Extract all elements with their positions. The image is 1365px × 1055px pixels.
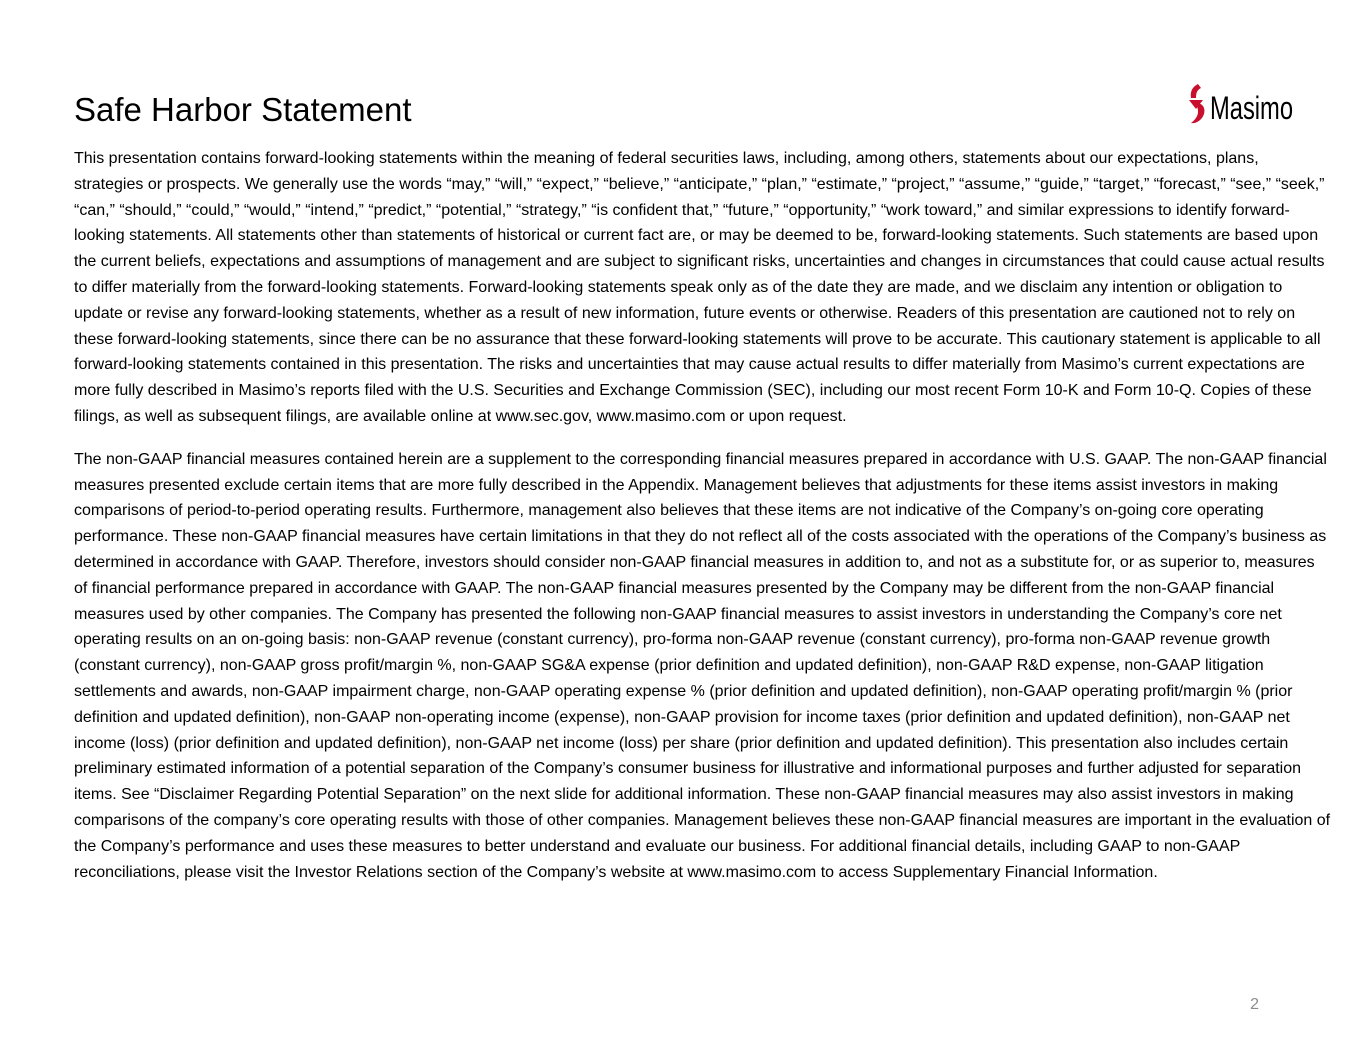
masimo-logo [1186,78,1296,128]
safe-harbor-body [74,146,1332,885]
masimo-logo-wordmark: Masimo [1210,90,1293,126]
page-number: 2 [1250,996,1259,1013]
forward-looking-paragraph: This presentation contains forward-looking statements within the meaning of federal securities laws, including, among others, statements about our expectations, plans, strategies or prospects. We generally use the words “may,” “will,” “expect,” “believe,” “anticipate,” “plan,” “estimate,” “project,” “assume,” “guide,” “target,” “forecast,” “see,” “seek,” “can,” “should,” “could,” “would,” “intend,” “predict,” “potential,” “strategy,” “is confident that,” “future,” “opportunity,” “work toward,” and similar expressions to identify forward-looking statements. All statements other than statements of historical or current fact are, or may be deemed to be, forward-looking statements. Such statements are based upon the current beliefs, expectations and assumptions of management and are subject to significant risks, uncertainties and changes in circumstances that could cause actual results to differ materially from the forward-looking statements. Forward-looking statements speak only as of the date they are made, and we disclaim any intention or obligation to update or revise any forward-looking statements, whether as a result of new information, future events or otherwise. Readers of this presentation are cautioned not to rely on these forward-looking statements, since there can be no assurance that these forward-looking statements will prove to be accurate. This cautionary statement is applicable to all forward-looking statements contained in this presentation. The risks and uncertainties that may cause actual results to differ materially from Masimo’s current expectations are more fully described in Masimo’s reports filed with the U.S. Securities and Exchange Commission (SEC), including our most recent Form 10-K and Form 10-Q. Copies of these filings, as well as subsequent filings, are available online at www.sec.gov, www.masimo.com or upon request. [74,150,1325,425]
non-gaap-paragraph: The non-GAAP financial measures contained herein are a supplement to the corresponding financial measures prepared in accordance with U.S. GAAP. The non-GAAP financial measures presented exclude certain items that are more fully described in the Appendix. Management believes that adjustments for these items assist investors in making comparisons of period-to-period operating results. Furthermore, management also believes that these items are not indicative of the Company’s on-going core operating performance. These non-GAAP financial measures have certain limitations in that they do not reflect all of the costs associated with the operations of the Company’s business as determined in accordance with GAAP. Therefore, investors should consider non-GAAP financial measures in addition to, and not as a substitute for, or as superior to, measures of financial performance prepared in accordance with GAAP. The non-GAAP financial measures presented by the Company may be different from the non-GAAP financial measures used by other companies. The Company has presented the following non-GAAP financial measures to assist investors in understanding the Company’s core net operating results on an on-going basis: non-GAAP revenue (constant currency), pro-forma non-GAAP revenue (constant currency), pro-forma non-GAAP revenue growth (constant currency), non-GAAP gross profit/margin %, non-GAAP SG&A expense (prior definition and updated definition), non-GAAP R&D expense, non-GAAP litigation settlements and awards, non-GAAP impairment charge, non-GAAP operating expense % (prior definition and updated definition), non-GAAP operating profit/margin % (prior definition and updated definition), non-GAAP non-operating income (expense), non-GAAP provision for income taxes (prior definition and updated definition), non-GAAP net income (loss) (prior definition and updated definition), non-GAAP net income (loss) per share (prior definition and updated definition). This presentation also includes certain preliminary estimated information of a potential separation of the Company’s consumer business for illustrative and informational purposes and further adjusted for separation items. See “Disclaimer Regarding Potential Separation” on the next slide for additional information. These non-GAAP financial measures may also assist investors in making comparisons of the company’s core operating results with those of other companies. Management believes these non-GAAP financial measures are important in the evaluation of the Company’s performance and uses these measures to better understand and evaluate our business. For additional financial details, including GAAP to non-GAAP reconciliations, please visit the Investor Relations section of the Company’s website at www.masimo.com to access Supplementary Financial Information. [74,450,1331,881]
masimo-logo-mark [1189,84,1204,123]
page-title: Safe Harbor Statement [74,91,412,128]
